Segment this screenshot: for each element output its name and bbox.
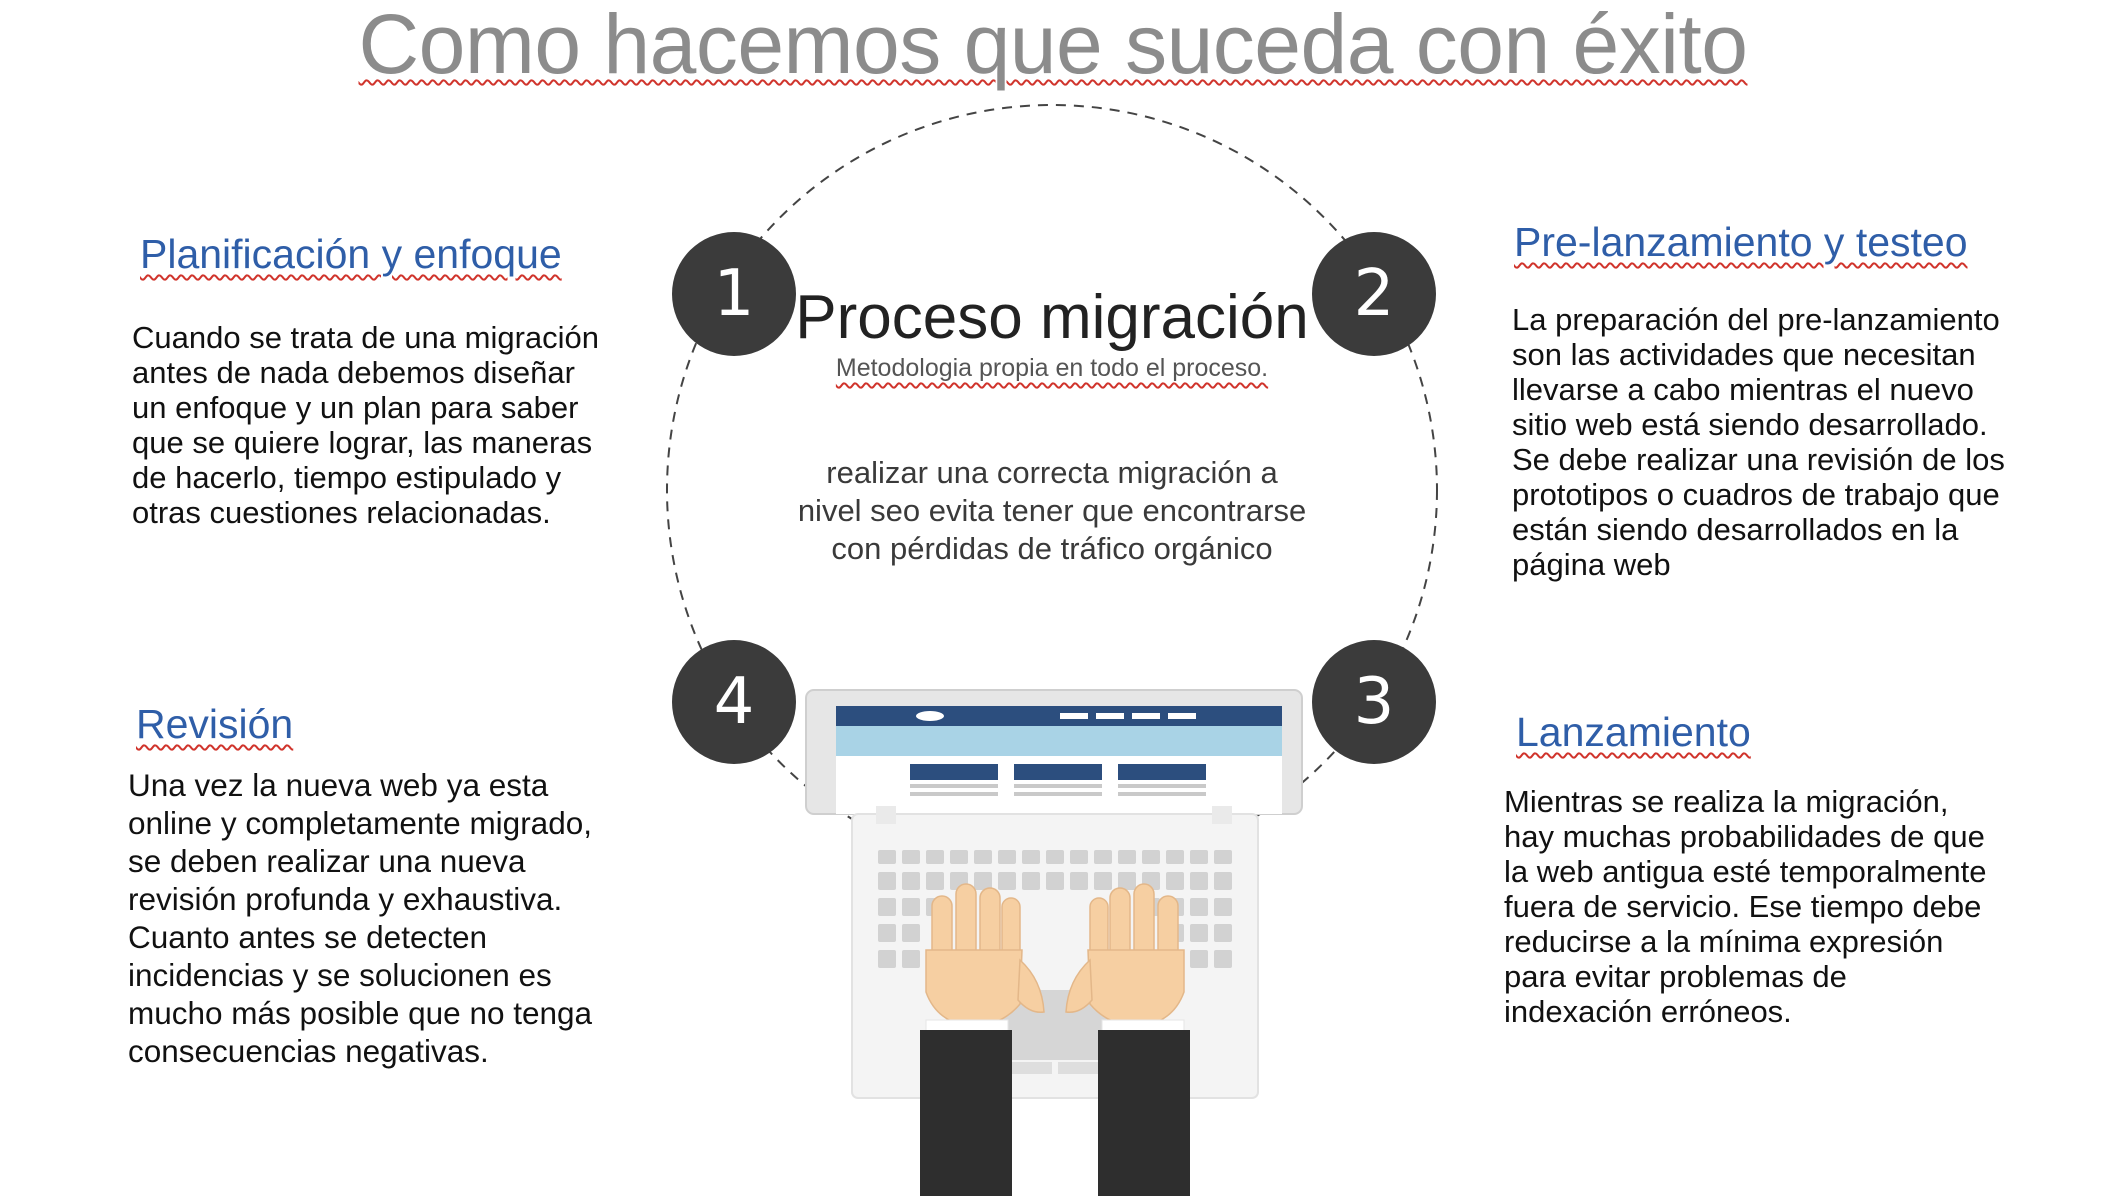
step-4-badge: 4 — [672, 640, 796, 764]
center-title: Proceso migración — [795, 283, 1309, 352]
step-2-body: La preparación del pre-lanzamiento son las actividades que necesitan llevarse a cabo mientras el nuevo sitio web está siendo desarrollado. Se debe realizar una revisión de los prototipos o cuadros de trabajo que están siendo desarrollados en la página web — [1512, 302, 2005, 582]
center-description: realizar una correcta migración a nivel seo evita tener que encontrarse con pérdidas de tráfico orgánico — [797, 455, 1307, 566]
step-2-badge: 2 — [1312, 232, 1436, 356]
step-2-heading: Pre-lanzamiento y testeo — [1514, 219, 1968, 265]
center-subtitle: Metodologia propia en todo el proceso. — [835, 354, 1269, 382]
step-3-body: Mientras se realiza la migración, hay muchas probabilidades de que la web antigua esté temporalmente fuera de servicio. Ese tiempo debe reducirse a la mínima expresión para evitar problemas de indexación erróneos. — [1504, 784, 1987, 1029]
step-4-heading: Revisión — [136, 701, 294, 747]
step-3-badge: 3 — [1312, 640, 1436, 764]
page-title: Como hacemos que suceda con éxito — [358, 0, 1748, 91]
step-1-heading: Planificación y enfoque — [140, 231, 562, 277]
step-1-body: Cuando se trata de una migración antes de nada debemos diseñar un enfoque y un plan para saber que se quiere lograr, las maneras de hacerlo, tiempo estipulado y otras cuestiones relacionadas. — [132, 320, 600, 530]
step-3-heading: Lanzamiento — [1516, 709, 1751, 755]
step-4-body: Una vez la nueva web ya esta online y completamente migrado, se deben realizar una nueva revisión profunda y exhaustiva. Cuanto antes se detecten incidencias y se solucionen es mucho más posible que no tenga consecuencias negativas. — [128, 767, 593, 1069]
step-1-badge: 1 — [672, 232, 796, 356]
